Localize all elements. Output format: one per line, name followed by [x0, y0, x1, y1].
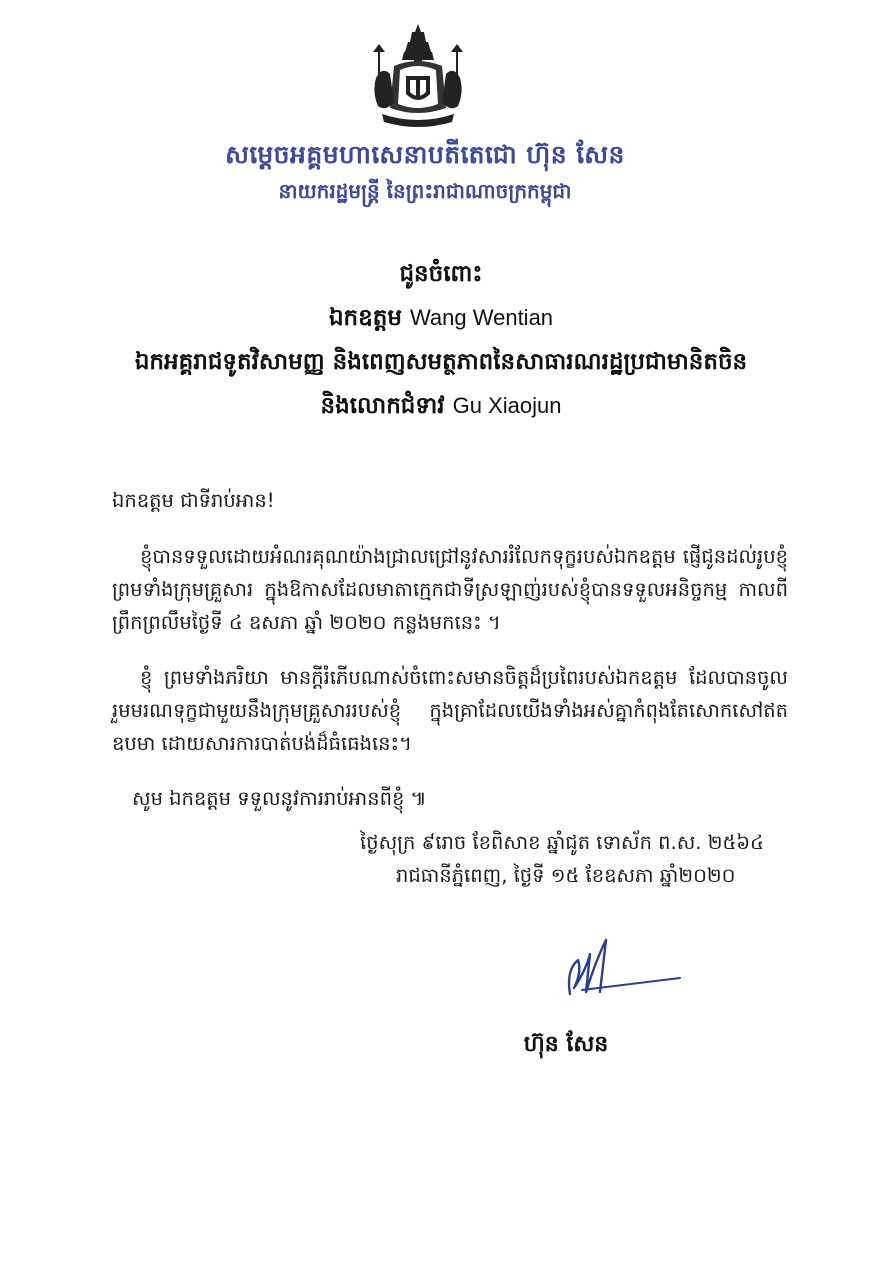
- recipient-name: Wang Wentian: [409, 305, 554, 330]
- sender-title: នាយករដ្ឋមន្ត្រី នៃព្រះរាជាណាចក្រកម្ពុជា: [278, 179, 572, 203]
- recipient-position: ឯកអគ្គរាជទូតវិសាមញ្ញ និងពេញសមត្ថភាពនៃសាធារណរដ្ឋប្រជាមានិតចិន: [134, 349, 748, 375]
- recipient-block: [0, 252, 882, 428]
- paragraph-2: ខ្ញុំ ព្រមទាំងភរិយា មានក្តីរំភើបណាស់ចំពោះសមានចិត្តដ៏ប្រពៃរបស់ឯកឧត្តម ដែលបានចូលរួមមរណទុក្ខជាមួយនឹងក្រុមគ្រួសាររបស់ខ្ញុំ ក្នុងគ្រាដែលយើងទាំងអស់គ្នាកំពុងតែសោកសៅឥតឧបមា ដោយសារការបាត់បង់ដ៏ធំធេងនេះ។: [112, 666, 788, 755]
- to-label: ជូនចំពោះ: [399, 261, 483, 287]
- recipient-honorific: ឯកឧត្តម: [328, 305, 402, 331]
- salutation: ឯកឧត្តម ជាទីរាប់អាន!: [112, 489, 275, 512]
- handwritten-signature: [556, 930, 686, 1002]
- signatory-name: ហ៊ុន សែន: [523, 1032, 609, 1057]
- solar-date: រាជធានីភ្នំពេញ, ថ្ងៃទី ១៥ ខែឧសភា ឆ្នាំ២០២០: [396, 864, 736, 887]
- recipient-line-1: [0, 296, 882, 340]
- royal-coat-of-arms-emblem: [368, 22, 468, 130]
- spouse-name: Gu Xiaojun: [452, 393, 562, 418]
- paragraph-1: ខ្ញុំបានទទួលដោយអំណរគុណយ៉ាងជ្រាលជ្រៅនូវសាររំលែកទុក្ខរបស់ឯកឧត្តម ផ្ញើជូនដល់រូបខ្ញុំ ព្រមទាំងក្រុមគ្រួសារ ក្នុងឱកាសដែលមាតាក្មេកជាទីស្រឡាញ់របស់ខ្ញុំបានទទួលអនិច្ចកម្ម កាលពីព្រឹកព្រលឹមថ្ងៃទី ៤ ឧសភា ឆ្នាំ ២០២០ កន្លងមកនេះ ។: [112, 545, 788, 634]
- closing-line: សូម ឯកឧត្តម ទទួលនូវការរាប់អានពីខ្ញុំ ៕: [132, 787, 427, 810]
- sender-name: សម្តេចអគ្គមហាសេនាបតីតេជោ ហ៊ុន សែន: [225, 140, 625, 169]
- date-block: [360, 826, 800, 892]
- lunar-date: ថ្ងៃសុក្រ ៩រោច ខែពិសាខ ឆ្នាំជូត ទោស័ក ព.ស. ២៥៦៤: [360, 831, 764, 854]
- recipient-line-3: [0, 384, 882, 428]
- spouse-honorific: និងលោកជំទាវ: [320, 393, 445, 419]
